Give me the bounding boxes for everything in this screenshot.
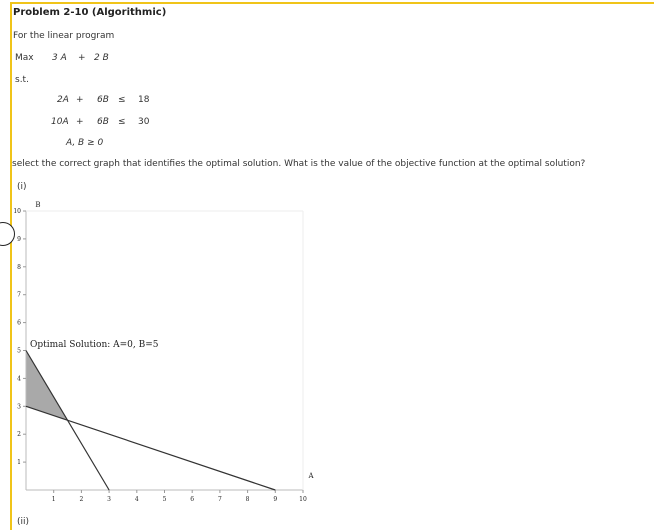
constraint-1-rhs: 18 (138, 95, 150, 105)
y-tick-label: 4 (17, 375, 21, 383)
x-tick-label: 10 (299, 496, 307, 503)
x-tick-label: 8 (245, 496, 250, 503)
y-tick-label: 7 (17, 291, 21, 299)
constraint-2-rhs: 30 (138, 117, 150, 127)
x-axis-label: A (308, 472, 314, 480)
panel-top-border (10, 2, 654, 4)
objective-plus: + (78, 53, 86, 63)
x-tick-label: 4 (134, 496, 139, 503)
x-tick-label: 2 (79, 496, 84, 503)
x-tick-label: 1 (51, 496, 56, 503)
y-tick-label: 5 (17, 347, 21, 355)
constraint-1-term-a: 2A (57, 95, 69, 105)
problem-title: Problem 2-10 (Algorithmic) (13, 7, 167, 18)
constraint-2-op: + (76, 117, 84, 127)
x-tick-label: 3 (107, 496, 112, 503)
x-tick-label: 7 (217, 496, 222, 503)
y-tick-label: 3 (17, 403, 21, 411)
option-ii-label: (ii) (17, 517, 30, 527)
st-label: s.t. (15, 75, 29, 85)
problem-intro: For the linear program (13, 31, 115, 41)
x-tick-label: 9 (273, 496, 278, 503)
objective-term-1: 3 A (52, 53, 67, 63)
y-tick-label: 1 (17, 459, 21, 467)
constraint-2-line (26, 351, 109, 491)
constraint-1-relation: ≤ (118, 95, 126, 105)
y-tick-label: 2 (17, 431, 21, 439)
option-i-label: (i) (17, 182, 27, 192)
x-tick-label: 5 (162, 496, 167, 503)
option-i-graph (0, 196, 330, 506)
objective-term-2: 2 B (94, 53, 109, 63)
y-tick-label: 6 (17, 319, 21, 327)
y-tick-label: 9 (17, 235, 21, 243)
constraint-2-relation: ≤ (118, 117, 126, 127)
constraint-1-term-b: 6B (97, 95, 109, 105)
nonnegativity-constraint: A, B ≥ 0 (66, 138, 104, 148)
constraint-1-line (26, 406, 275, 490)
y-tick-label: 8 (17, 263, 21, 271)
question-text: select the correct graph that identifies the optimal solution. What is the value of the objective function at the optimal solution? (12, 159, 586, 169)
constraint-2-term-b: 6B (97, 117, 109, 127)
constraint-1-op: + (76, 95, 84, 105)
x-tick-label: 6 (190, 496, 195, 503)
objective-keyword: Max (15, 53, 34, 63)
constraint-2-term-a: 10A (51, 117, 69, 127)
optimal-solution-annotation: Optimal Solution: A=0, B=5 (30, 340, 159, 350)
y-tick-label: 10 (13, 208, 21, 215)
y-axis-label: B (35, 201, 41, 209)
